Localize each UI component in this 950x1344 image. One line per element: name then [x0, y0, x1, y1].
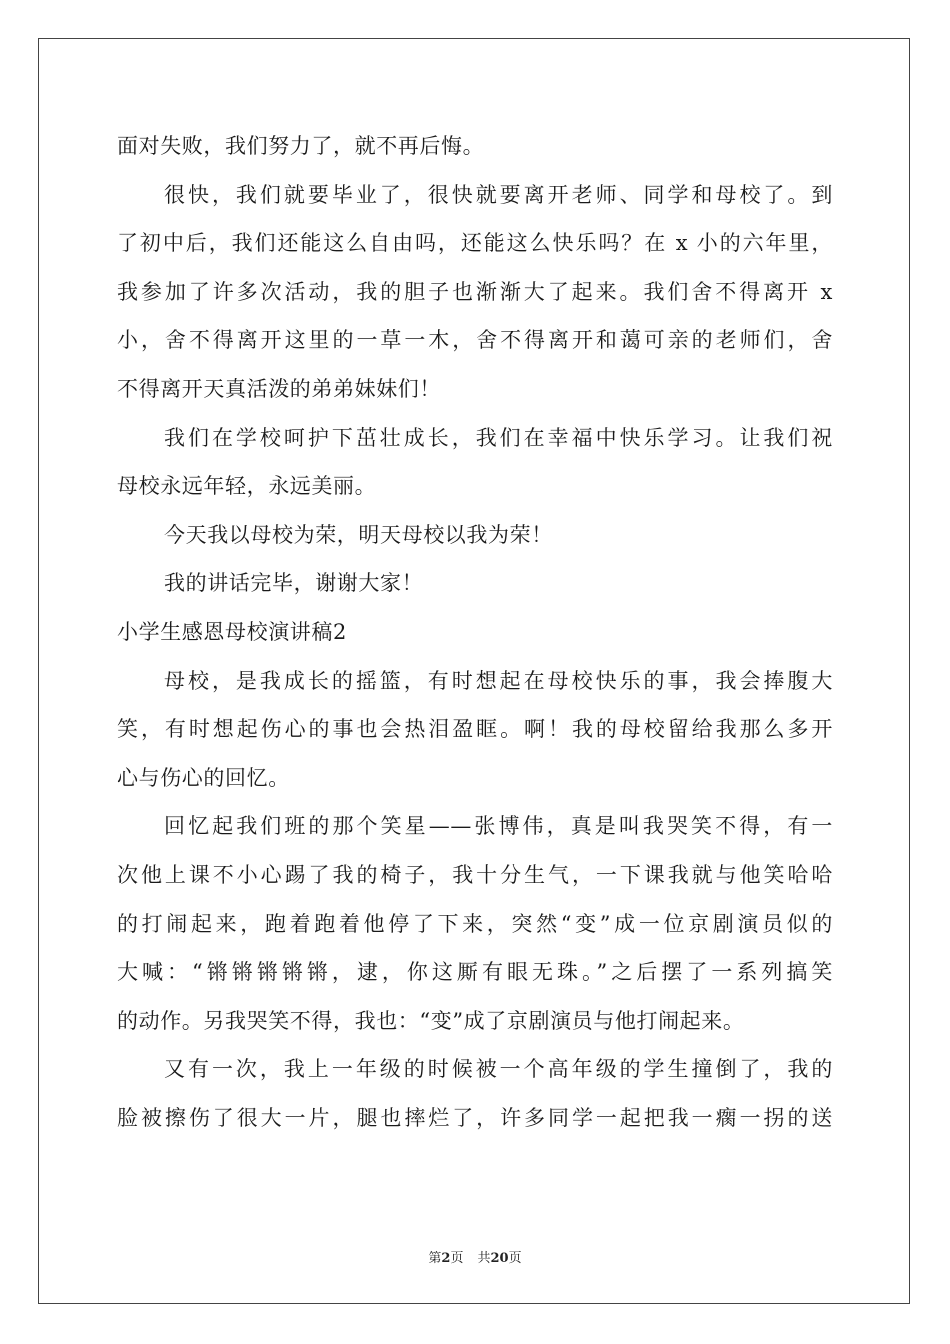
text-line: 母校，是我成长的摇篮，有时想起在母校快乐的事，我会捧腹大 [164, 668, 833, 693]
text-line: 回忆起我们班的那个笑星——张博伟，真是叫我哭笑不得，有一 [164, 814, 833, 839]
section-heading: 小学生感恩母校演讲稿2 [117, 619, 347, 644]
footer-total-prefix: 共 [477, 1251, 491, 1266]
text-line: 今天我以母校为荣，明天母校以我为荣！ [164, 522, 553, 547]
text-line: 母校永远年轻，永远美丽。 [117, 474, 377, 499]
text-line: 脸被擦伤了很大一片，腿也摔烂了，许多同学一起把我一瘸一拐的送 [117, 1105, 833, 1130]
text-line: 的打闹起来，跑着跑着他停了下来，突然“变”成一位京剧演员似的 [117, 911, 833, 936]
text-line: 了初中后，我们还能这么自由吗，还能这么快乐吗？在 x 小的六年里， [117, 231, 833, 256]
text-line: 心与伤心的回忆。 [117, 765, 290, 790]
text-line: 面对失败，我们努力了，就不再后悔。 [117, 134, 485, 158]
text-line: 不得离开天真活泼的弟弟妹妹们！ [117, 376, 441, 401]
text-line: 我的讲话完毕，谢谢大家！ [164, 571, 424, 596]
text-line: 大喊：“锵锵锵锵锵，逮，你这厮有眼无珠。”之后摆了一系列搞笑 [117, 960, 833, 985]
text-line: 我参加了许多次活动，我的胆子也渐渐大了起来。我们舍不得离开 x [117, 279, 833, 304]
document-body [117, 122, 833, 1142]
total-pages-number: 20 [490, 1251, 509, 1266]
text-line: 小，舍不得离开这里的一草一木，舍不得离开和蔼可亲的老师们，舍 [117, 328, 833, 353]
footer-total-unit: 页 [508, 1251, 522, 1266]
text-line: 笑，有时想起伤心的事也会热泪盈眶。啊！我的母校留给我那么多开 [117, 717, 833, 742]
text-line: 又有一次，我上一年级的时候被一个高年级的学生撞倒了，我的 [164, 1057, 833, 1082]
footer-prefix: 第 [428, 1251, 442, 1266]
current-page-number: 2 [441, 1251, 451, 1266]
text-line: 我们在学校呵护下茁壮成长，我们在幸福中快乐学习。让我们祝 [164, 425, 833, 450]
text-line: 次他上课不小心踢了我的椅子，我十分生气，一下课我就与他笑哈哈 [117, 862, 833, 887]
footer-page-unit: 页 [450, 1251, 464, 1266]
page-footer [0, 1247, 950, 1266]
text-line: 很快，我们就要毕业了，很快就要离开老师、同学和母校了。到 [164, 182, 833, 207]
text-line: 的动作。另我哭笑不得，我也：“变”成了京剧演员与他打闹起来。 [117, 1008, 745, 1033]
